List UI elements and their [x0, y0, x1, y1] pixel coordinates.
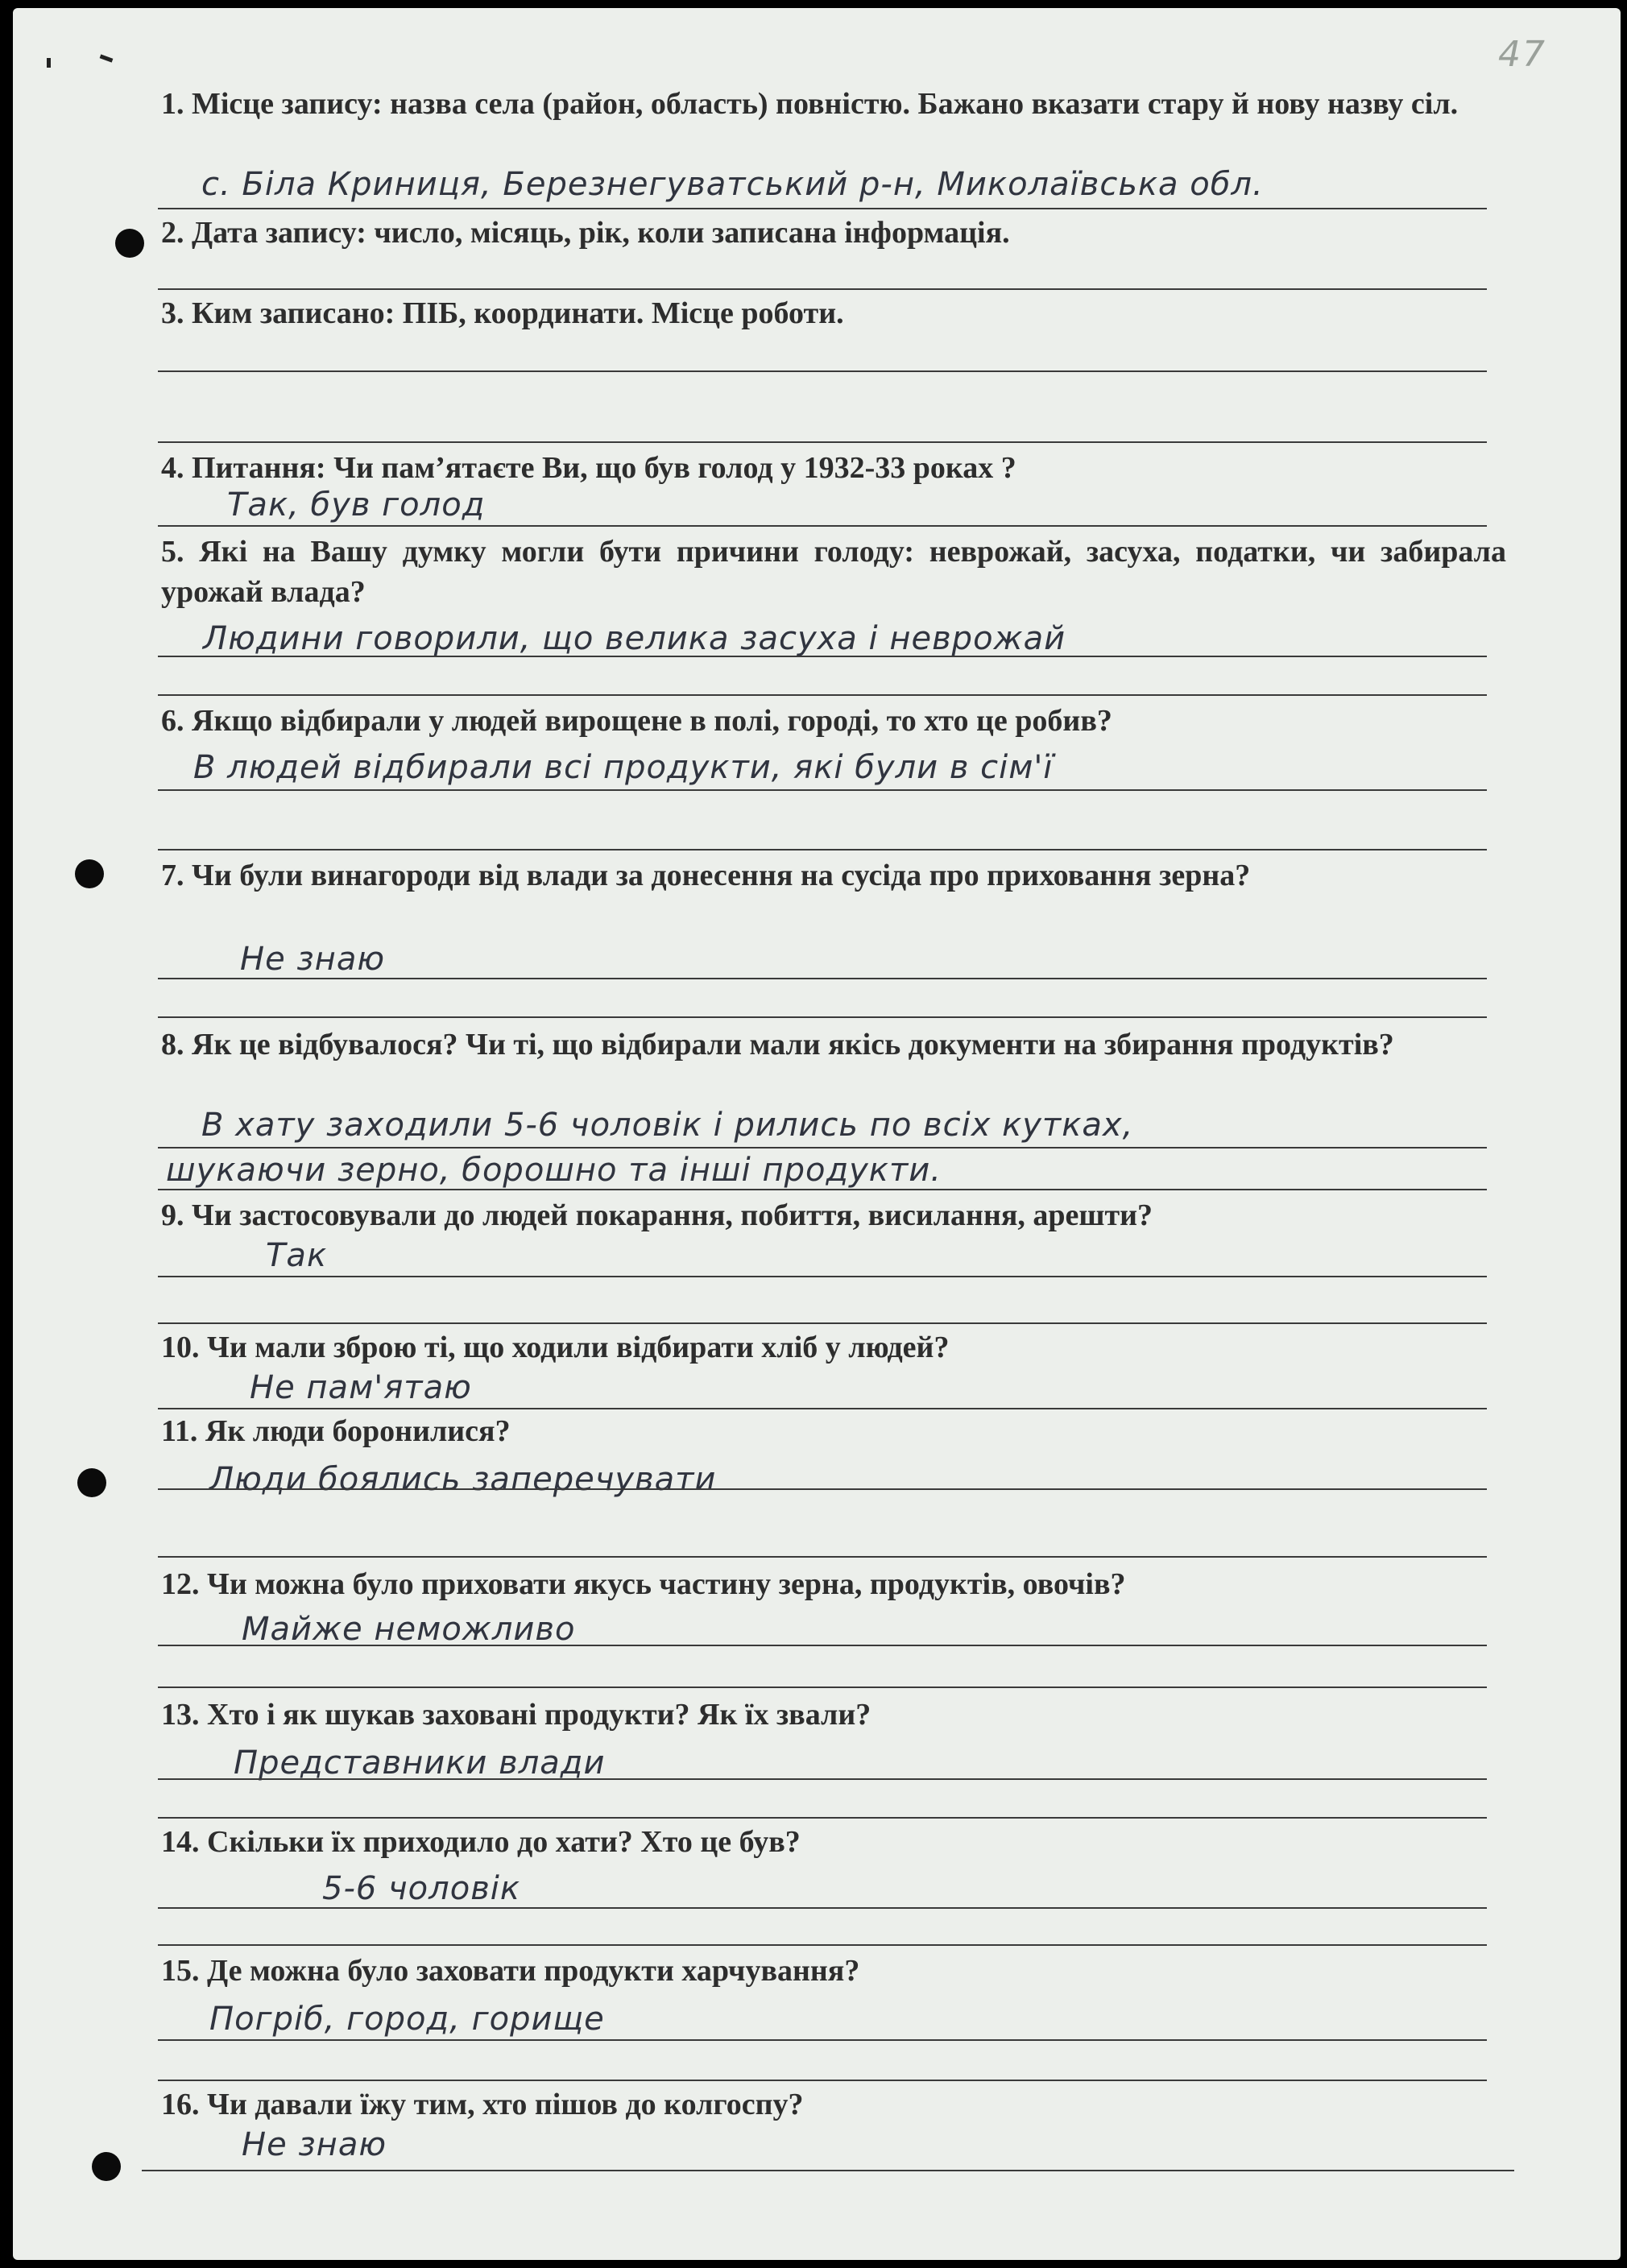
question-14: 14. Скільки їх приходило до хати? Хто це був? — [161, 1825, 801, 1859]
answer-9: Так — [266, 1237, 328, 1274]
punch-hole — [75, 859, 104, 888]
stray-mark — [47, 58, 51, 68]
answer-6: В людей відбирали всі продукти, які були в сім'ї — [193, 749, 1054, 786]
answer-15: Погріб, город, горище — [209, 2001, 605, 2038]
question-4: 4. Питання: Чи пам’ятаєте Ви, що був голод у 1932-33 роках ? — [161, 451, 1016, 485]
answer-11: Люди боялись заперечувати — [209, 1461, 717, 1498]
question-11: 11. Як люди боронилися? — [161, 1414, 511, 1448]
answer-line — [158, 1907, 1487, 1909]
answer-line — [158, 441, 1487, 443]
answer-line — [158, 525, 1487, 527]
answer-7: Не знаю — [240, 941, 386, 978]
answer-line — [158, 1189, 1487, 1190]
answer-line — [158, 694, 1487, 696]
answer-1: с. Біла Криниця, Березнегуватський р-н, Миколаївська обл. — [201, 166, 1264, 203]
question-12: 12. Чи можна було приховати якусь частину зерна, продуктів, овочів? — [161, 1567, 1126, 1601]
question-15: 15. Де можна було заховати продукти харчування? — [161, 1954, 860, 1988]
answer-line — [158, 849, 1487, 850]
answer-10: Не пам'ятаю — [250, 1369, 472, 1406]
answer-line — [158, 370, 1487, 372]
question-7: 7. Чи були винагороди від влади за донесення на сусіда про приховання зерна? — [161, 859, 1251, 892]
answer-line — [158, 1408, 1487, 1409]
question-1: 1. Місце запису: назва села (район, область) повністю. Бажано вказати стару й нову назву сіл. — [161, 87, 1459, 121]
question-8: 8. Як це відбувалося? Чи ті, що відбирали мали якісь документи на збирання продуктів? — [161, 1028, 1394, 1062]
answer-8-line-2: шукаючи зерно, борошно та інші продукти. — [166, 1152, 942, 1189]
question-9: 9. Чи застосовували до людей покарання, побиття, висилання, арешти? — [161, 1198, 1153, 1232]
answer-line — [142, 2170, 1514, 2171]
question-5: 5. Які на Вашу думку могли бути причини голоду: неврожай, засуха, податки, чи забирала урожай влада? — [161, 535, 1506, 609]
punch-hole — [115, 229, 144, 258]
answer-line — [158, 1147, 1487, 1148]
answer-line — [158, 288, 1487, 290]
question-6: 6. Якщо відбирали у людей вирощене в полі, городі, то хто це робив? — [161, 704, 1112, 738]
answer-line — [158, 1322, 1487, 1324]
answer-5: Людини говорили, що велика засуха і неврожай — [203, 620, 1066, 657]
punch-hole — [92, 2152, 121, 2181]
answer-16: Не знаю — [242, 2126, 387, 2163]
answer-line — [158, 1645, 1487, 1646]
question-13: 13. Хто і як шукав заховані продукти? Як їх звали? — [161, 1698, 871, 1732]
answer-line — [158, 1687, 1487, 1688]
answer-line — [158, 1944, 1487, 1946]
answer-line — [158, 1016, 1487, 1018]
answer-13: Представники влади — [234, 1744, 606, 1782]
punch-hole — [77, 1468, 106, 1497]
question-10: 10. Чи мали зброю ті, що ходили відбирати хліб у людей? — [161, 1331, 950, 1364]
answer-line — [158, 2039, 1487, 2041]
answer-line — [158, 1488, 1487, 1490]
answer-line — [158, 1556, 1487, 1558]
question-3: 3. Ким записано: ПІБ, координати. Місце роботи. — [161, 296, 844, 330]
answer-line — [158, 656, 1487, 657]
page-number-handwritten: 47 — [1498, 34, 1546, 75]
answer-12: Майже неможливо — [242, 1611, 576, 1648]
answer-8-line-1: В хату заходили 5-6 чоловік і рились по всіх кутках, — [201, 1107, 1134, 1144]
answer-line — [158, 2080, 1487, 2081]
answer-line — [158, 978, 1487, 979]
question-2: 2. Дата запису: число, місяць, рік, коли записана інформація. — [161, 216, 1010, 250]
answer-14: 5-6 чоловік — [322, 1870, 521, 1907]
question-16: 16. Чи давали їжу тим, хто пішов до колгоспу? — [161, 2088, 804, 2121]
answer-line — [158, 208, 1487, 209]
answer-line — [158, 789, 1487, 791]
answer-line — [158, 1276, 1487, 1277]
answer-line — [158, 1817, 1487, 1819]
answer-line — [158, 1778, 1487, 1780]
answer-4: Так, був голод — [227, 486, 486, 524]
